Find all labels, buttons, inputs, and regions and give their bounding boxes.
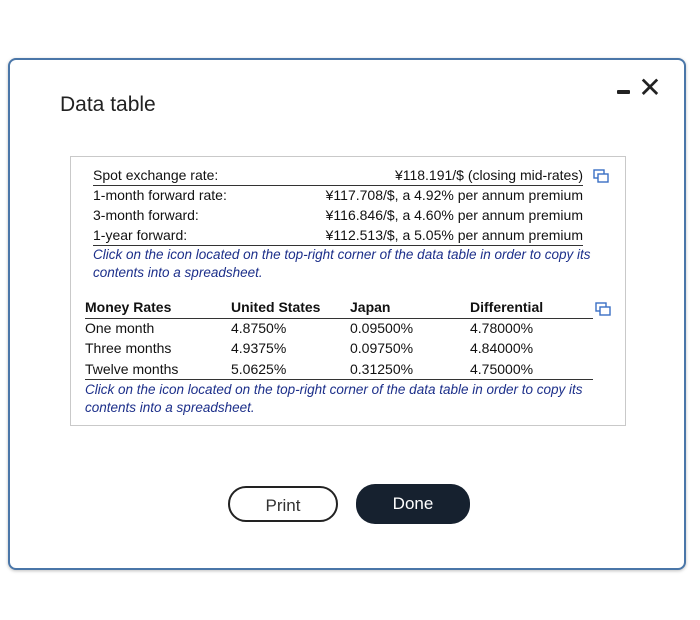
data-table-dialog (8, 58, 686, 570)
money-rates-table (85, 297, 593, 379)
table-cell: 4.8750% (231, 319, 287, 336)
table-cell: One month (85, 319, 155, 336)
dialog-title: Data table (60, 93, 156, 116)
table-row (93, 205, 583, 225)
table-divider (85, 318, 593, 319)
column-header: Japan (350, 299, 391, 315)
row-value: ¥112.513/$, a 5.05% per annum premium (325, 227, 583, 243)
spreadsheet-note: Click on the icon located on the top-right corner of the data table in order to copy its contents into a spreadsheet. (85, 382, 583, 415)
row-value: ¥116.846/$, a 4.60% per annum premium (325, 207, 583, 223)
table-header-row (85, 297, 593, 318)
table-cell: 4.75000% (470, 360, 534, 377)
column-header: United States (231, 299, 321, 315)
row-label: 1-month forward rate: (93, 187, 227, 203)
row-value: ¥117.708/$, a 4.92% per annum premium (325, 187, 583, 203)
data-panel (70, 156, 626, 426)
row-label: Spot exchange rate: (93, 167, 219, 183)
table-cell: 0.09500% (350, 319, 414, 336)
row-value: ¥118.191/$ (closing mid-rates) (394, 167, 583, 183)
column-header: Differential (470, 299, 544, 315)
close-icon[interactable]: ✕ (638, 72, 662, 103)
minimize-icon[interactable] (616, 82, 632, 100)
row-label: 3-month forward: (93, 207, 199, 223)
column-header: Money Rates (85, 299, 172, 315)
table-row (85, 318, 593, 339)
table-cell: Three months (85, 340, 172, 356)
spot-rate-table (93, 165, 583, 245)
row-label: 1-year forward: (93, 227, 188, 243)
table-divider (93, 185, 583, 186)
copy-to-spreadsheet-icon[interactable] (595, 302, 611, 316)
done-button[interactable]: Done (356, 484, 470, 524)
spreadsheet-note: Click on the icon located on the top-right corner of the data table in order to copy its contents into a spreadsheet. (93, 247, 591, 280)
table-cell: 4.9375% (231, 340, 287, 356)
table-row (93, 165, 583, 185)
table-cell: 0.09750% (350, 340, 414, 356)
table-divider (85, 379, 593, 380)
table-cell: 5.0625% (231, 360, 287, 377)
table-cell: Twelve months (85, 360, 179, 377)
table-row (85, 338, 593, 359)
table-cell: 0.31250% (350, 360, 414, 377)
table-row (85, 359, 593, 380)
table-cell: 4.78000% (470, 319, 534, 336)
table-row (93, 185, 583, 205)
copy-to-spreadsheet-icon[interactable] (593, 169, 609, 183)
table-row (93, 225, 583, 245)
print-button[interactable]: Print (228, 486, 338, 522)
table-cell: 4.84000% (470, 340, 534, 356)
